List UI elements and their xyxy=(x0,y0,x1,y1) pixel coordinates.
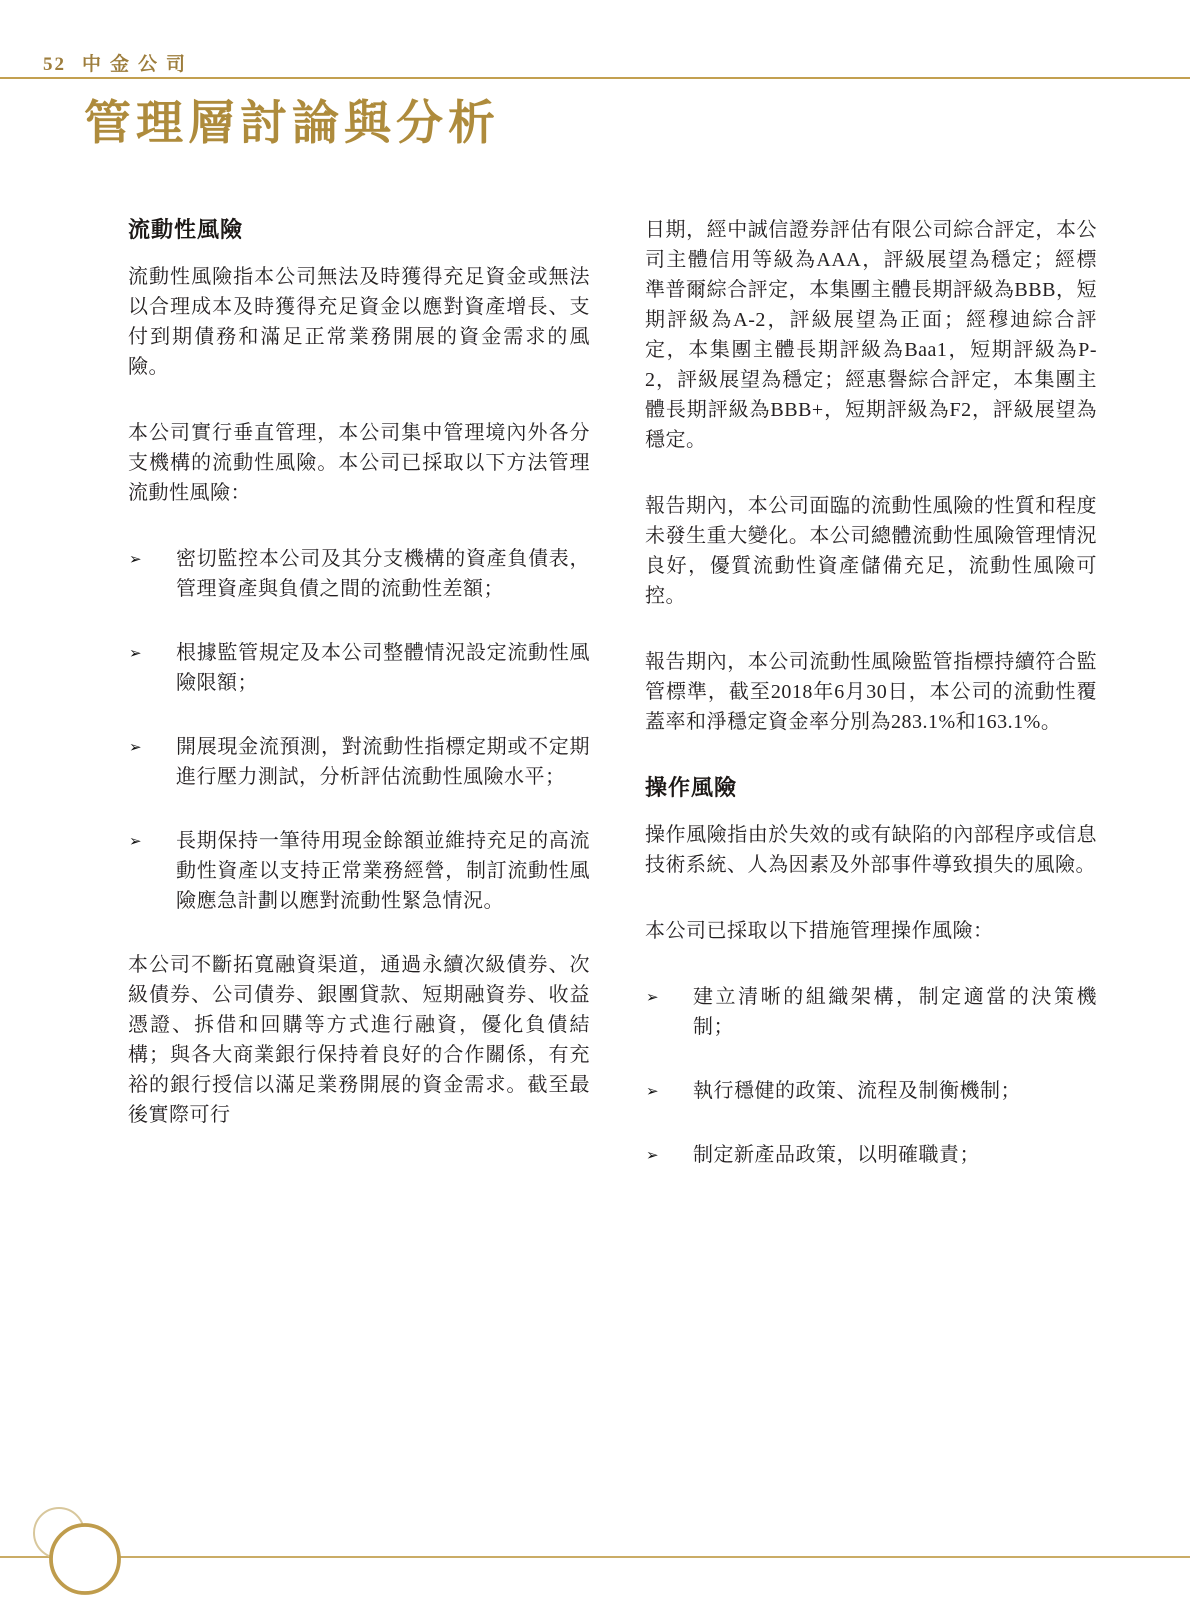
paragraph: 本公司已採取以下措施管理操作風險： xyxy=(645,920,994,942)
paragraph: 日期，經中誠信證券評估有限公司綜合評定，本公司主體信用等級為AAA，評級展望為穩定；經標準普爾綜合評定，本集團主體長期評級為BBB，短期評級為A-2，評級展望為正面；經穆迪綜合評定，本集團主體長期評級為Baa1，短期評級為P-2，評級展望為穩定；經惠譽綜合評定，本集團主體長期評級為BBB+，短期評級為F2，評級展望為穩定。 xyxy=(645,219,1097,451)
arrowhead-bullet-icon: ➢ xyxy=(646,988,659,1006)
bullet-text: 執行穩健的政策、流程及制衡機制； xyxy=(693,1080,1021,1102)
bullet-item xyxy=(128,732,590,792)
paragraph: 流動性風險指本公司無法及時獲得充足資金或無法以合理成本及時獲得充足資金以應對資產增長、支付到期債務和滿足正常業務開展的資金需求的風險。 xyxy=(128,266,590,378)
bullet-text: 長期保持一筆待用現金餘額並維持充足的高流動性資產以支持正常業務經營，制訂流動性風險應急計劃以應對流動性緊急情況。 xyxy=(176,830,590,912)
paragraph: 本公司實行垂直管理，本公司集中管理境內外各分支機構的流動性風險。本公司已採取以下方法管理流動性風險： xyxy=(128,422,590,504)
arrowhead-bullet-icon: ➢ xyxy=(646,1146,659,1164)
liquidity-risk-bullet-list xyxy=(128,544,590,916)
bullet-text: 開展現金流預測，對流動性指標定期或不定期進行壓力測試，分析評估流動性風險水平； xyxy=(176,736,590,788)
arrowhead-bullet-icon: ➢ xyxy=(129,644,142,662)
bullet-item xyxy=(645,982,1097,1042)
bullet-item xyxy=(128,544,590,604)
thick-circle-logo xyxy=(51,1525,119,1593)
page-number: 52 xyxy=(43,54,66,75)
arrowhead-bullet-icon: ➢ xyxy=(646,1082,659,1100)
bullet-item xyxy=(645,1140,1097,1170)
bullet-text: 根據監管規定及本公司整體情況設定流動性風險限額； xyxy=(176,642,590,694)
bullet-text: 建立清晰的組織架構，制定適當的決策機制； xyxy=(693,986,1097,1038)
paragraph: 報告期內，本公司面臨的流動性風險的性質和程度未發生重大變化。本公司總體流動性風險管理情況良好，優質流動性資產儲備充足，流動性風險可控。 xyxy=(645,495,1097,607)
page-header xyxy=(43,49,194,76)
operational-risk-bullet-list xyxy=(645,982,1097,1170)
arrowhead-bullet-icon: ➢ xyxy=(129,832,142,850)
page-title: 管理層討論與分析 xyxy=(84,98,500,150)
bullet-text: 制定新產品政策，以明確職責； xyxy=(693,1144,980,1166)
right-column xyxy=(645,215,1097,1204)
section-heading-operational-risk: 操作風險 xyxy=(645,775,738,800)
section-heading-liquidity-risk: 流動性風險 xyxy=(128,217,244,242)
bullet-item xyxy=(645,1076,1097,1106)
company-name: 中金公司 xyxy=(82,54,195,75)
arrowhead-bullet-icon: ➢ xyxy=(129,550,142,568)
paragraph: 操作風險指由於失效的或有缺陷的內部程序或信息技術系統、人為因素及外部事件導致損失的風險。 xyxy=(645,824,1097,876)
left-column xyxy=(128,215,590,1130)
bullet-item xyxy=(128,638,590,698)
bullet-text: 密切監控本公司及其分支機構的資產負債表，管理資產與負債之間的流動性差額； xyxy=(176,548,590,600)
paragraph: 報告期內，本公司流動性風險監管指標持續符合監管標準，截至2018年6月30日，本公司的流動性覆蓋率和淨穩定資金率分別為283.1%和163.1%。 xyxy=(645,651,1097,733)
arrowhead-bullet-icon: ➢ xyxy=(129,738,142,756)
header-rule xyxy=(0,77,1190,79)
bullet-item xyxy=(128,826,590,916)
footer-decoration xyxy=(0,1490,1190,1615)
paragraph: 本公司不斷拓寬融資渠道，通過永續次級債券、次級債券、公司債券、銀團貸款、短期融資券、收益憑證、拆借和回購等方式進行融資，優化負債結構；與各大商業銀行保持着良好的合作關係，有充裕的銀行授信以滿足業務開展的資金需求。截至最後實際可行 xyxy=(128,954,590,1126)
